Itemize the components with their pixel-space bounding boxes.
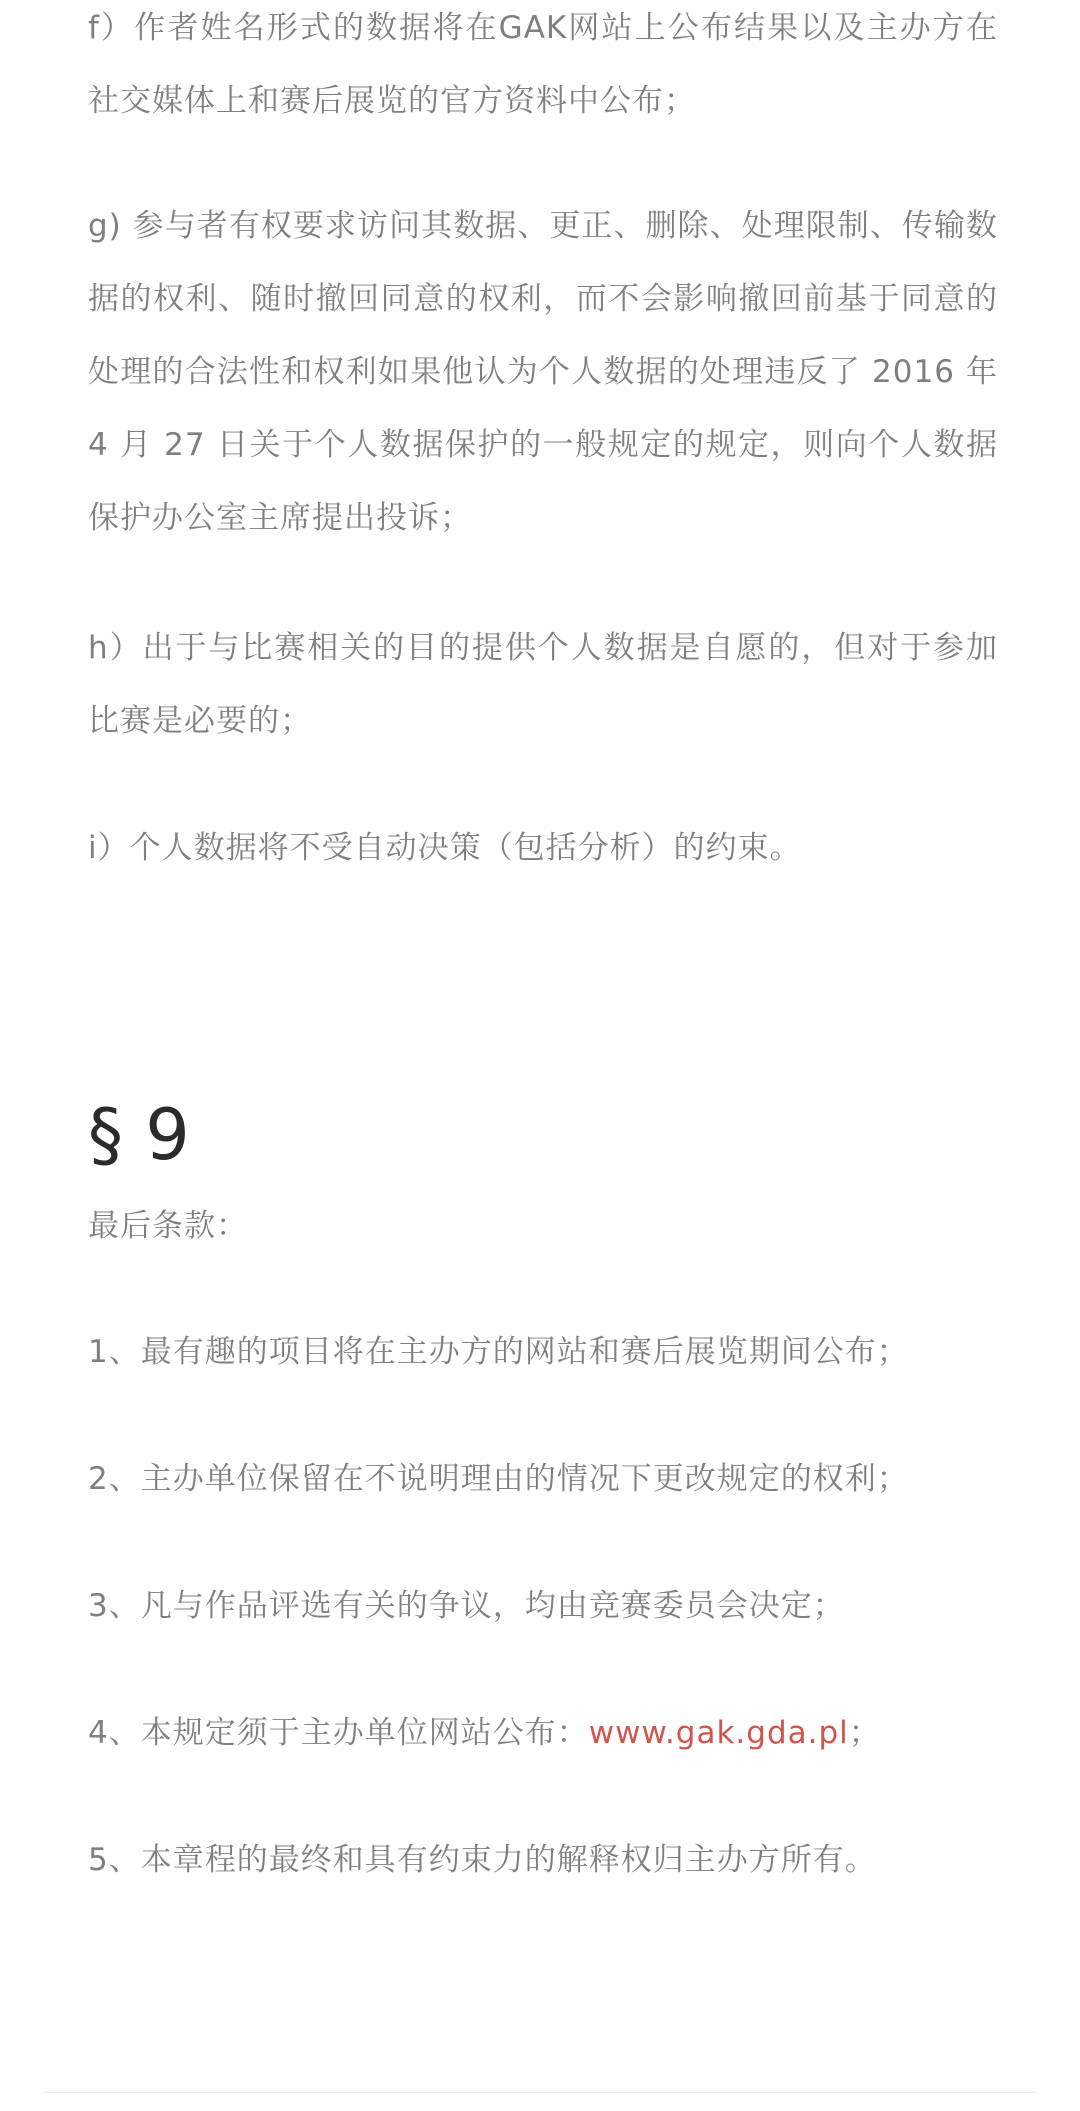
organizer-website-link[interactable]: www.gak.gda.pl (588, 1715, 849, 1751)
final-clause-4 (88, 1697, 881, 1770)
section-9-title: § 9 (88, 1094, 190, 1176)
final-clause-4-prefix: 4、本规定须于主办单位网站公布： (88, 1715, 589, 1751)
final-clause-4-suffix: ； (848, 1715, 881, 1751)
paragraph-item-f: f）作者姓名形式的数据将在GAK网站上公布结果以及主办方在社交媒体上和赛后展览的官方资料中公布； (88, 10, 998, 119)
final-clause-1: 1、最有趣的项目将在主办方的网站和赛后展览期间公布； (88, 1334, 909, 1370)
paragraph-item-i: i）个人数据将不受自动决策（包括分析）的约束。 (88, 830, 802, 866)
final-clause-5: 5、本章程的最终和具有约束力的解释权归主办方所有。 (88, 1842, 877, 1878)
paragraph-item-h: h）出于与比赛相关的目的提供个人数据是自愿的，但对于参加比赛是必要的； (88, 630, 998, 739)
final-clause-3: 3、凡与作品评选有关的争议，均由竞赛委员会决定； (88, 1588, 845, 1624)
final-clause-2: 2、主办单位保留在不说明理由的情况下更改规定的权利； (88, 1461, 909, 1497)
section-9-subtitle: 最后条款： (88, 1208, 248, 1244)
bottom-divider (44, 2092, 1036, 2093)
paragraph-item-g: g) 参与者有权要求访问其数据、更正、删除、处理限制、传输数据的权利、随时撤回同意的权利，而不会影响撤回前基于同意的处理的合法性和权利如果他认为个人数据的处理违反了 2016 年 4 月 27 日关于个人数据保护的一般规定的规定，则向个人数据保护办公室主席提出投诉； (88, 208, 998, 536)
